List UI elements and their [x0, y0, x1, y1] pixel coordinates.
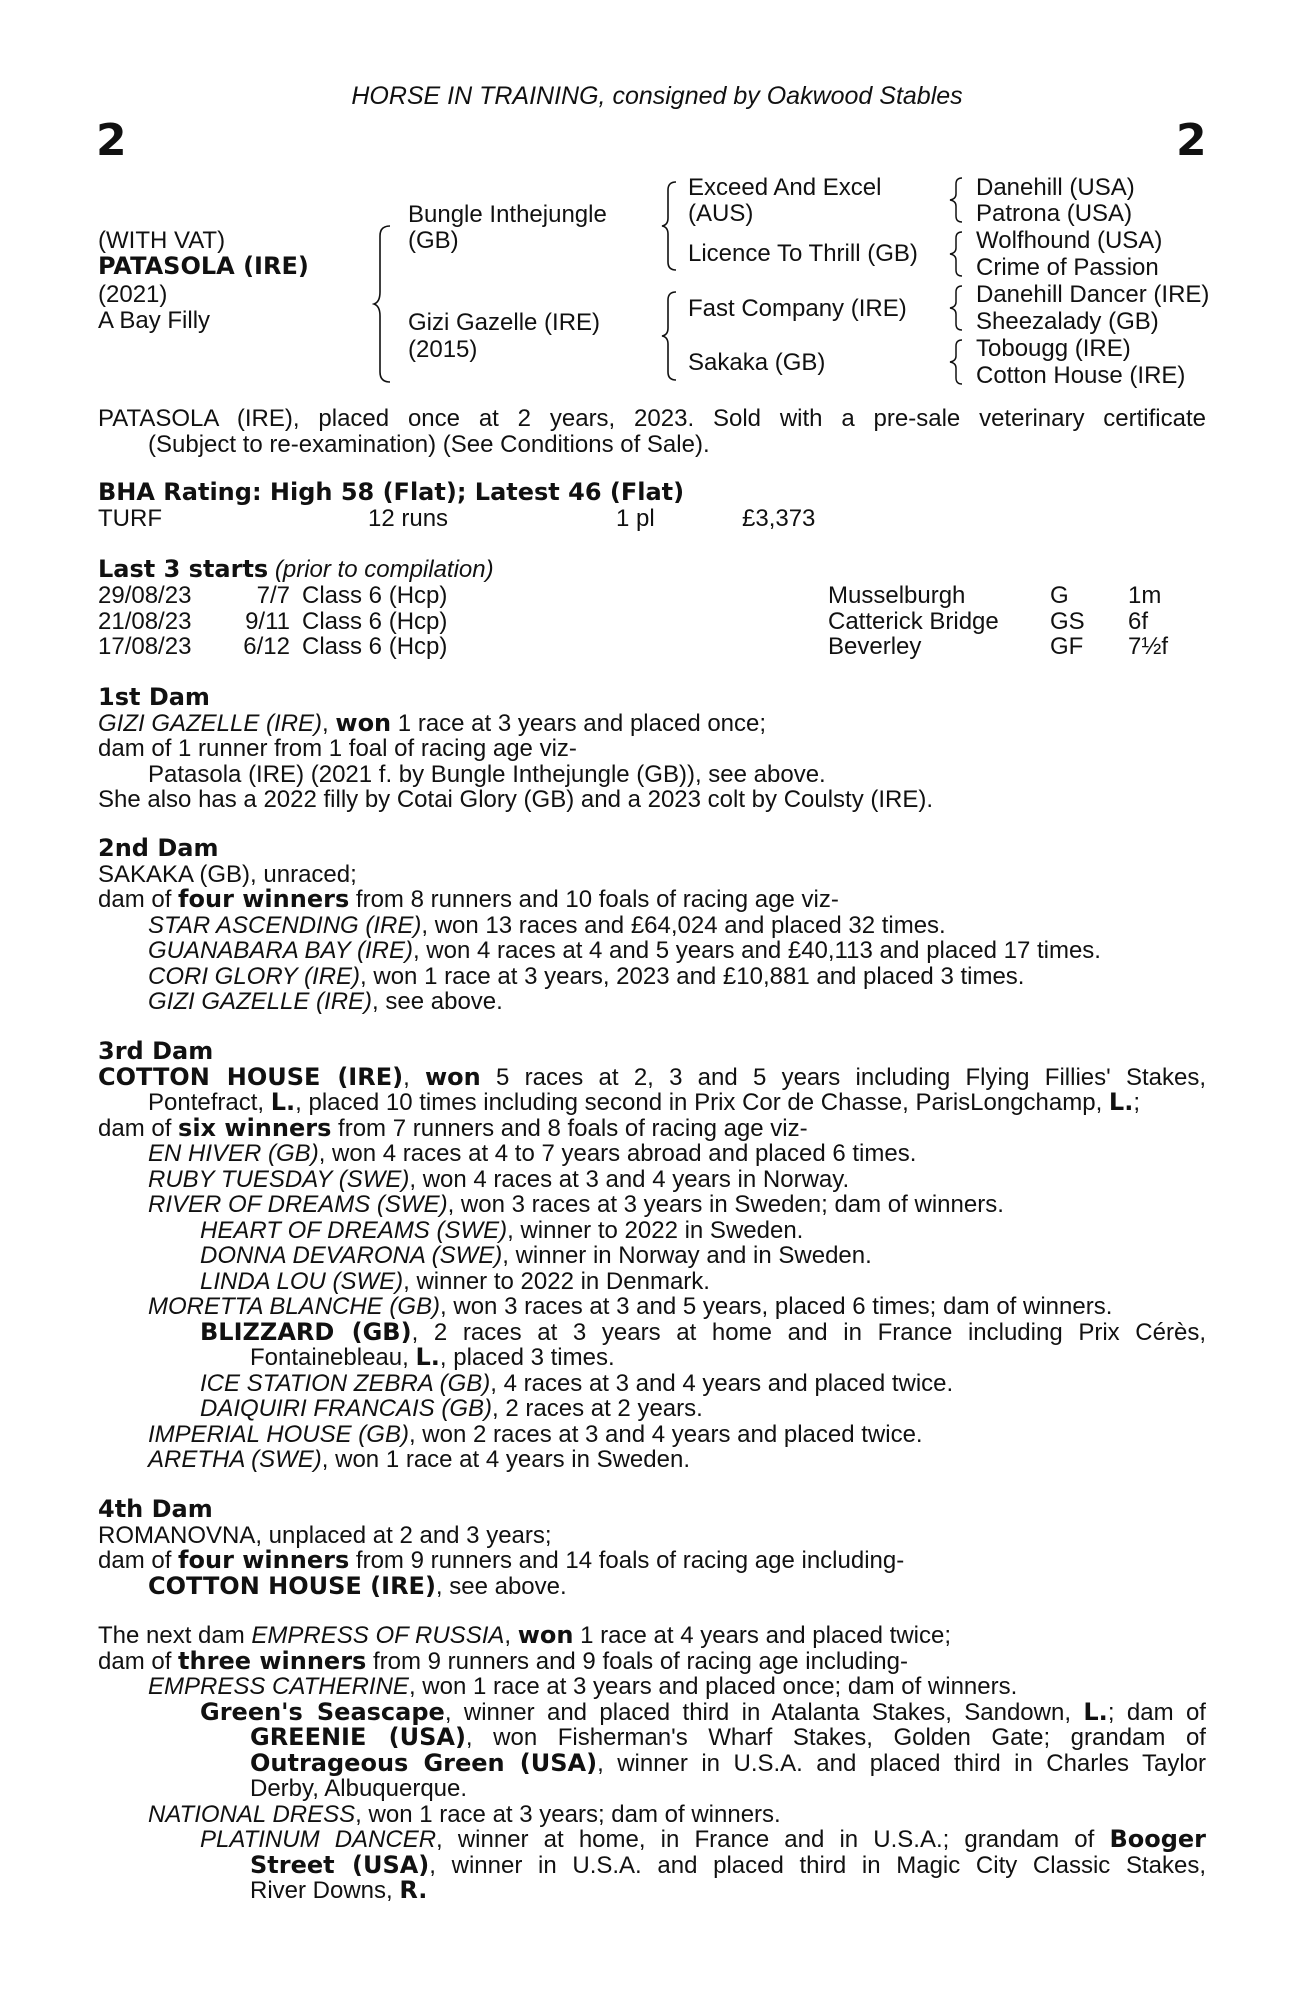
- first-dam-name: GIZI GAZELLE (IRE): [98, 709, 323, 737]
- pedigree-dam-dam: Sakaka (GB): [688, 349, 826, 376]
- produce-entry: LINDA LOU (SWE), winner to 2022 in Denmark.: [200, 1267, 710, 1295]
- intro-line-2: (Subject to re-examination) (See Conditions of Sale).: [148, 430, 710, 458]
- start-distance: 7½f: [1128, 633, 1169, 660]
- produce-entry-continued: Fontainebleau, L., placed 3 times.: [250, 1343, 615, 1371]
- start-class: Class 6 (Hcp): [302, 607, 448, 635]
- pedigree-dsd: Sheezalady (GB): [976, 308, 1159, 335]
- last-starts-heading: [98, 557, 494, 583]
- pedigree-brace-dam: [660, 290, 680, 382]
- first-dam-heading: 1st Dam: [98, 683, 210, 711]
- start-position: 7/7: [256, 582, 290, 609]
- first-dam-line-2: dam of 1 runner from 1 foal of racing age viz-: [98, 735, 577, 762]
- pedigree-sire-country: (GB): [408, 227, 459, 254]
- start-course: Musselburgh: [828, 582, 966, 609]
- produce-entry: RUBY TUESDAY (SWE), won 4 races at 3 and 4 years in Norway.: [148, 1165, 850, 1193]
- pedigree-brace-gen1: [372, 224, 394, 384]
- start-row: [98, 609, 1206, 635]
- first-dam-line-3: Patasola (IRE) (2021 f. by Bungle Inthejungle (GB)), see above.: [148, 760, 826, 788]
- pedigree-brace-sire: [660, 180, 680, 272]
- rating-runs: 12 runs: [368, 505, 449, 532]
- horse-description: A Bay Filly: [98, 307, 211, 334]
- start-going: G: [1050, 582, 1069, 609]
- produce-entry: GIZI GAZELLE (IRE), see above.: [148, 988, 503, 1015]
- third-dam-line-1: COTTON HOUSE (IRE), won 5 races at 2, 3 and 5 years including Flying Fillies' Stakes,: [98, 1062, 1206, 1091]
- last-starts-note: (prior to compilation): [274, 556, 494, 583]
- pedigree-sds: Wolfhound (USA): [976, 227, 1163, 254]
- produce-entry: BLIZZARD (GB), 2 races at 3 years at home and in France including Prix Cérès,: [200, 1317, 1206, 1346]
- start-position: 9/11: [245, 607, 290, 635]
- produce-entry: EMPRESS CATHERINE, won 1 race at 3 years and placed once; dam of winners.: [148, 1673, 1018, 1700]
- fourth-dam-section: [98, 1497, 1206, 1599]
- pedigree-brace-ds: [948, 284, 966, 332]
- first-dam-line-1: GIZI GAZELLE (IRE), won 1 race at 3 years and placed once;: [98, 708, 767, 737]
- second-dam-section: [98, 836, 1206, 1015]
- last-starts-title: Last 3 starts: [98, 555, 269, 583]
- vat-note: (WITH VAT): [98, 227, 226, 254]
- start-going: GS: [1050, 607, 1085, 635]
- start-course: Beverley: [828, 633, 922, 660]
- start-class: Class 6 (Hcp): [302, 633, 448, 660]
- pedigree-dam-sire: Fast Company (IRE): [688, 295, 907, 322]
- produce-entry: MORETTA BLANCHE (GB), won 3 races at 3 and 5 years, placed 6 times; dam of winners.: [148, 1293, 1113, 1320]
- produce-entry: ICE STATION ZEBRA (GB), 4 races at 3 and 4 years and placed twice.: [200, 1369, 954, 1397]
- horse-year: (2021): [98, 281, 168, 308]
- pedigree-sire-dam: Licence To Thrill (GB): [688, 240, 918, 267]
- lot-number-left: 2: [96, 115, 127, 166]
- intro-paragraph: [98, 406, 1206, 457]
- pedigree-sdd: Crime of Passion: [976, 254, 1159, 281]
- pedigree-dss: Danehill Dancer (IRE): [976, 281, 1210, 308]
- produce-entry: ARETHA (SWE), won 1 race at 4 years in Sweden.: [148, 1446, 690, 1473]
- pedigree-brace-sd: [948, 230, 966, 278]
- second-dam-heading: 2nd Dam: [98, 834, 219, 862]
- pedigree-sss: Danehill (USA): [976, 174, 1135, 201]
- horse-name: PATASOLA (IRE): [98, 252, 309, 280]
- pedigree-sire: Bungle Inthejungle: [408, 201, 607, 228]
- produce-entry: Outrageous Green (USA), winner in U.S.A. and placed third in Charles Taylor: [250, 1748, 1206, 1777]
- produce-entry: DAIQUIRI FRANCAIS (GB), 2 races at 2 years.: [200, 1395, 703, 1422]
- won-label: won: [335, 708, 392, 737]
- pedigree-brace-dd: [948, 338, 966, 386]
- third-dam-line-3: dam of six winners from 7 runners and 8 foals of racing age viz-: [98, 1113, 808, 1142]
- start-course: Catterick Bridge: [828, 607, 999, 635]
- produce-entry: CORI GLORY (IRE), won 1 race at 3 years, 2023 and £10,881 and placed 3 times.: [148, 962, 1025, 990]
- pedigree-dam-year: (2015): [408, 336, 478, 363]
- second-dam-line-2: dam of four winners from 8 runners and 10 foals of racing age viz-: [98, 885, 839, 913]
- lot-number-right: 2: [1176, 115, 1207, 166]
- pedigree-ddd: Cotton House (IRE): [976, 362, 1186, 389]
- produce-entry: IMPERIAL HOUSE (GB), won 2 races at 3 and 4 years and placed twice.: [148, 1420, 923, 1448]
- start-row: [98, 634, 1206, 660]
- next-dam-section: [98, 1623, 1206, 1904]
- first-dam-section: [98, 685, 1206, 813]
- start-distance: 6f: [1128, 607, 1149, 635]
- produce-entry-continued: River Downs, R.: [250, 1876, 428, 1904]
- next-dam-line-1: The next dam EMPRESS OF RUSSIA, won 1 race at 4 years and placed twice;: [98, 1621, 952, 1649]
- fourth-dam-heading: 4th Dam: [98, 1495, 213, 1523]
- produce-entry: HEART OF DREAMS (SWE), winner to 2022 in Sweden.: [200, 1216, 804, 1244]
- next-dam-line-2: dam of three winners from 9 runners and 9 foals of racing age including-: [98, 1646, 908, 1675]
- pedigree-dds: Tobougg (IRE): [976, 335, 1131, 362]
- intro-line-1: PATASOLA (IRE), placed once at 2 years, 2023. Sold with a pre-sale veterinary certificate: [98, 405, 1206, 432]
- produce-entry: PLATINUM DANCER, winner at home, in France and in U.S.A.; grandam of Booger: [200, 1825, 1206, 1853]
- start-distance: 1m: [1128, 582, 1162, 609]
- start-going: GF: [1050, 633, 1084, 660]
- fourth-dam-line-1: ROMANOVNA, unplaced at 2 and 3 years;: [98, 1521, 552, 1549]
- produce-entry: NATIONAL DRESS, won 1 race at 3 years; dam of winners.: [148, 1800, 781, 1828]
- produce-entry: EN HIVER (GB), won 4 races at 4 to 7 years abroad and placed 6 times.: [148, 1140, 917, 1167]
- pedigree-sire-sire: Exceed And Excel: [688, 174, 882, 201]
- pedigree-ssd: Patrona (USA): [976, 200, 1133, 227]
- pedigree-dam: Gizi Gazelle (IRE): [408, 309, 601, 336]
- pedigree-sire-sire-country: (AUS): [688, 200, 754, 227]
- start-class: Class 6 (Hcp): [302, 582, 448, 609]
- bha-rating-heading: BHA Rating: High 58 (Flat); Latest 46 (Flat): [98, 478, 685, 506]
- pedigree-brace-ss: [948, 176, 966, 224]
- produce-entry-continued: Derby, Albuquerque.: [250, 1775, 468, 1802]
- first-dam-line-4: She also has a 2022 filly by Cotai Glory (GB) and a 2023 colt by Coulsty (IRE).: [98, 786, 934, 813]
- produce-entry-continued: Street (USA), winner in U.S.A. and placed third in Magic City Classic Stakes,: [250, 1850, 1206, 1879]
- last-starts-table: [98, 583, 1206, 660]
- page-header-title: HORSE IN TRAINING, consigned by Oakwood Stables: [351, 82, 963, 110]
- produce-entry: RIVER OF DREAMS (SWE), won 3 races at 3 years in Sweden; dam of winners.: [148, 1191, 1004, 1218]
- start-date: 21/08/23: [98, 607, 192, 635]
- produce-entry: GUANABARA BAY (IRE), won 4 races at 4 and 5 years and £40,113 and placed 17 times.: [148, 937, 1101, 964]
- start-date: 29/08/23: [98, 582, 192, 609]
- second-dam-line-1: SAKAKA (GB), unraced;: [98, 860, 357, 888]
- fourth-dam-line-2: dam of four winners from 9 runners and 14 foals of racing age including-: [98, 1546, 905, 1574]
- third-dam-line-2: Pontefract, L., placed 10 times including second in Prix Cor de Chasse, ParisLongchamp, L.;: [148, 1088, 1141, 1116]
- start-row: [98, 583, 1206, 609]
- rating-surface: TURF: [98, 505, 162, 532]
- rating-earnings: £3,373: [742, 505, 816, 532]
- produce-entry: Green's Seascape, winner and placed third in Atalanta Stakes, Sandown, L.; dam of: [200, 1697, 1206, 1726]
- start-date: 17/08/23: [98, 633, 192, 660]
- third-dam-section: [98, 1039, 1206, 1473]
- start-position: 6/12: [243, 633, 290, 660]
- produce-entry: STAR ASCENDING (IRE), won 13 races and £64,024 and placed 32 times.: [148, 911, 946, 939]
- produce-entry: DONNA DEVARONA (SWE), winner in Norway and in Sweden.: [200, 1242, 872, 1269]
- third-dam-heading: 3rd Dam: [98, 1037, 214, 1065]
- produce-entry: GREENIE (USA), won Fisherman's Wharf Stakes, Golden Gate; grandam of: [250, 1723, 1206, 1751]
- rating-placed: 1 pl: [616, 505, 655, 532]
- produce-entry: COTTON HOUSE (IRE), see above.: [148, 1571, 567, 1600]
